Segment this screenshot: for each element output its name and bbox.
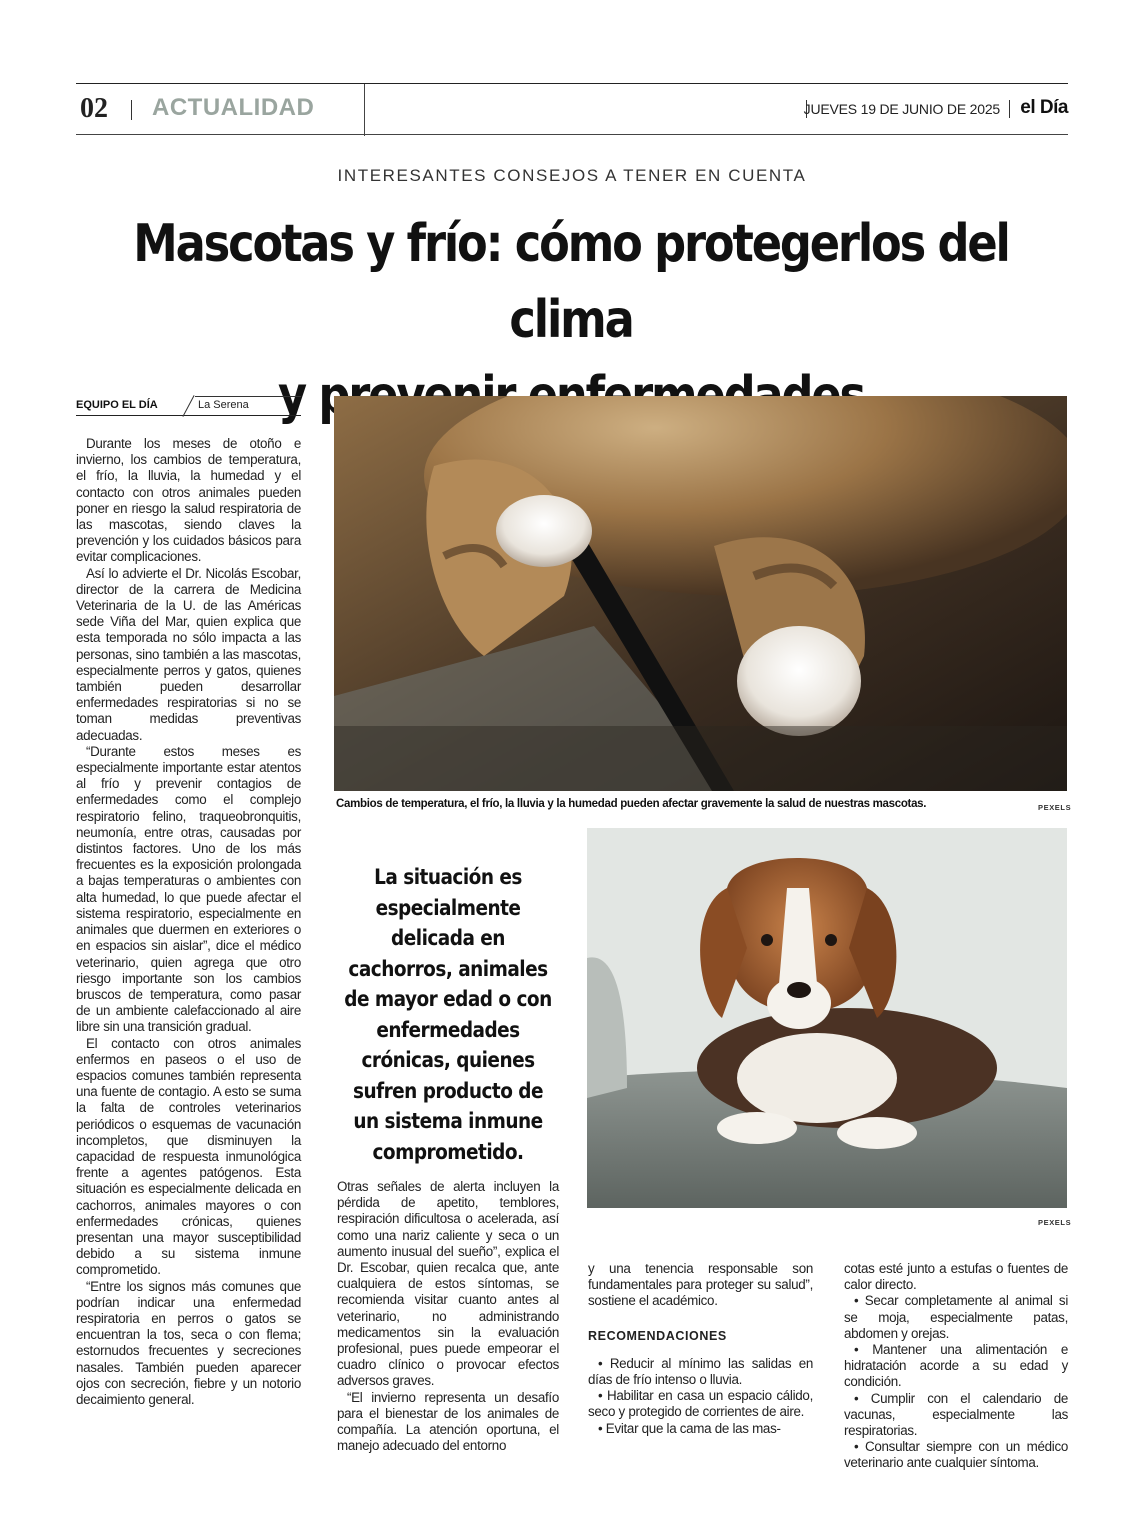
byline-place: La Serena [198,399,249,411]
cat-paw-photo [334,396,1067,791]
paragraph: “Durante estos meses es especialmente importante estar atentos al frío y prevenir contagios de enfermedades como el complejo respiratorio felino, traqueobronquitis, neumonía, entre otras, causadas por distintos factores. Uno de los más frecuentes es la exposición prolongada a bajas temperaturas o ambientes con alta humedad, lo que puede afectar el sistema respiratorio, especialmente en animales que duermen en exteriores o en espacios sin aislar”, dice el médico veterinario, quien agrega que otro riesgo importante son los cambios bruscos de temperatura, como pasar de un ambiente calefaccionado al aire libre sin una transición gradual. [76,743,301,1035]
page-header [76,83,1068,135]
paragraph: Durante los meses de otoño e invierno, los cambios de temperatura, el frío, la lluvia, la humedad y el contacto con otros animales pueden poner en riesgo la salud respiratoria de las mascotas, siendo claves la prevención y los cuidados básicos para evitar complicaciones. [76,436,301,565]
recommendations-heading: RECOMENDACIONES [588,1328,727,1343]
recommendation-item: • Reducir al mínimo las salidas en días de frío intenso o lluvia. [588,1355,813,1388]
paragraph: “El invierno representa un desafío para el bienestar de los animales de compañía. La atención oportuna, el manejo adecuado del entorno [337,1389,559,1454]
recommendation-item: • Secar completamente al animal si se moja, especialmente patas, abdomen y orejas. [844,1293,1068,1341]
article-column-3 [588,1261,813,1437]
paragraph: Así lo advierte el Dr. Nicolás Escobar, director de la carrera de Medicina Veterinaria de la U. de las Américas sede Viña del Mar, quien explica que esta temporada no sólo impacta a las personas, sino también a las mascotas, especialmente perros y gatos, quienes también pueden desarrollar enfermedades respiratorias si no se toman medidas preventivas adecuadas. [76,565,301,743]
byline [76,396,301,416]
recommendation-item: cotas esté junto a estufas o fuentes de calor directo. [844,1261,1068,1293]
paragraph: y una tenencia responsable son fundamentales para proteger su salud”, sostiene el académico. [588,1261,813,1309]
article-column-2 [337,1179,559,1454]
header-divider [131,100,132,120]
recommendation-item: • Evitar que la cama de las mas- [598,1420,781,1436]
cat-paw-illustration [334,396,1067,791]
newspaper-logo: el Día [1020,97,1068,118]
article-column-1 [76,436,301,1408]
article-kicker: INTERESANTES CONSEJOS A TENER EN CUENTA [337,166,807,185]
byline-rule [195,396,301,397]
section-name: ACTUALIDAD [152,94,315,121]
byline-slash [182,395,194,417]
paragraph: Otras señales de alerta incluyen la pérdida de apetito, temblores, respiración dificultosa o acelerada, así como una nariz caliente y seca o un aumento inusual del sueño”, explica el Dr. Escobar, quien recalca que, ante cualquiera de estos síntomas, se recomienda visitar cuanto antes al veterinario, no administrando medicamentos sin la evaluación profesional, pues puede empeorar el cuadro clínico o provocar efectos adversos graves. [337,1179,559,1389]
recommendation-item: • Cumplir con el calendario de vacunas, especialmente las respiratorias. [844,1390,1068,1439]
headline-line-1: Mascotas y frío: cómo protegerlos del clima [133,214,1009,350]
beagle-illustration [587,828,1067,1208]
recommendation-item: • Mantener una alimentación e hidratación acorde a su edad y condición. [844,1342,1068,1390]
paragraph: “Entre los signos más comunes que podrían indicar una enfermedad respiratoria en perros o gatos se encuentran la tos, seca o con flema; estornudos frecuentes y secreciones nasales. También pueden aparecer ojos con secreción, fiebre y un notorio decaimiento general. [76,1278,301,1407]
cat-photo-credit: PEXELS [1038,803,1072,812]
paragraph: El contacto con otros animales enfermos en paseos o el uso de espacios comunes también representa una fuente de contagio. A esto se suma la falta de controles veterinarios periódicos o esquemas de vacunación incompletos, que disminuyen la capacidad de respuesta inmunológica frente a agentes patógenos. Esta situación es especialmente delicada en cachorros, animales mayores o con enfermedades crónicas, quienes presentan una mayor susceptibilidad debido a su sistema inmune comprometido. [76,1035,301,1278]
page-number: 02 [80,93,108,124]
issue-date: JUEVES 19 DE JUNIO DE 2025 [803,101,1000,117]
recommendation-item: • Consultar siempre con un médico veterinario ante cualquier síntoma. [844,1439,1068,1471]
brand-divider [1009,100,1010,118]
header-rule [364,84,365,136]
beagle-photo [587,828,1067,1208]
pull-quote: La situación es especialmente delicada en cachorros, animales de mayor edad o con enfermedades crónicas, quienes sufren producto de un sistema inmune comprometido. [344,865,552,1164]
byline-author: EQUIPO EL DÍA [76,399,158,411]
cat-photo-caption: Cambios de temperatura, el frío, la lluvia y la humedad pueden afectar gravemente la salud de nuestras mascotas. [336,798,927,810]
recommendation-item: • Habilitar en casa un espacio cálido, seco y protegido de corrientes de aire. [588,1388,813,1420]
dog-photo-credit: PEXELS [1038,1218,1072,1227]
article-column-4 [844,1261,1068,1472]
headline-line-2: y [277,366,305,426]
